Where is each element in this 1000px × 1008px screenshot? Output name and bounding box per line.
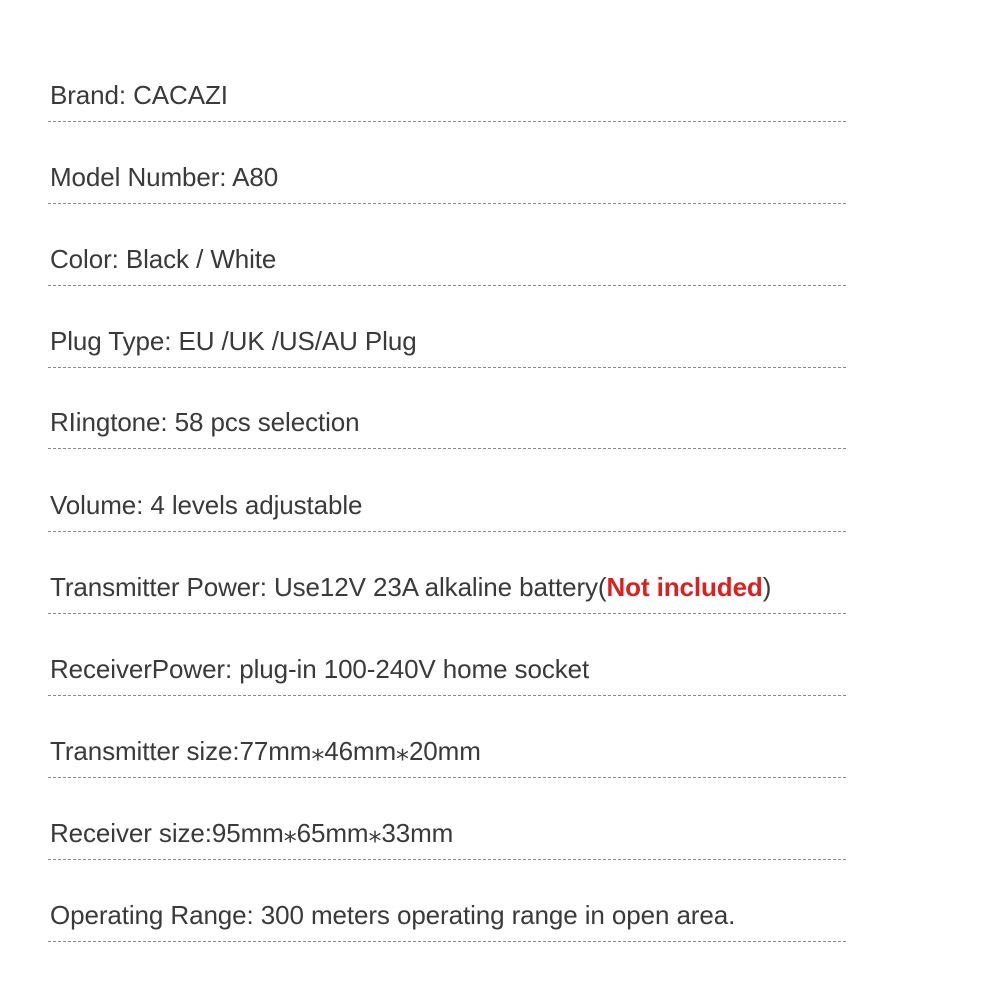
spec-text-operating-range: Operating Range: 300 meters operating range in open area. [50,900,736,930]
spec-row-receiver-power [48,614,846,696]
spec-text-transmitter-size: Transmitter size:77mm⁎46mm⁎20mm [50,736,481,766]
spec-text-brand: Brand: CACAZI [50,80,228,110]
spec-text-model-number: Model Number: A80 [50,162,279,192]
spec-row-transmitter-size [48,696,846,778]
spec-row-operating-range [48,860,846,942]
spec-row-color [48,204,846,286]
spec-row-volume [48,450,846,532]
spec-divider [48,941,846,942]
spec-text-ringtone: RIingtone: 58 pcs selection [50,407,360,437]
spec-text-transmitter-power-suffix: ) [762,572,772,602]
spec-text-color: Color: Black / White [50,244,277,274]
spec-text-transmitter-power [50,572,771,602]
spec-text-receiver-size: Receiver size:95mm⁎65mm⁎33mm [50,818,454,848]
spec-row-receiver-size [48,778,846,860]
spec-row-plug-type [48,286,846,368]
spec-text-receiver-power: ReceiverPower: plug-in 100-240V home socket [50,654,590,684]
spec-text-transmitter-power-prefix: Transmitter Power: Use12V 23A alkaline battery( [50,572,607,602]
spec-row-ringtone [48,367,846,449]
spec-text-volume: Volume: 4 levels adjustable [50,490,363,520]
spec-row-model-number [48,122,846,204]
not-included-highlight: Not included [606,572,763,602]
spec-row-transmitter-power [48,532,846,614]
spec-divider [48,448,846,449]
spec-row-brand [48,40,846,122]
spec-text-plug-type: Plug Type: EU /UK /US/AU Plug [50,326,417,356]
